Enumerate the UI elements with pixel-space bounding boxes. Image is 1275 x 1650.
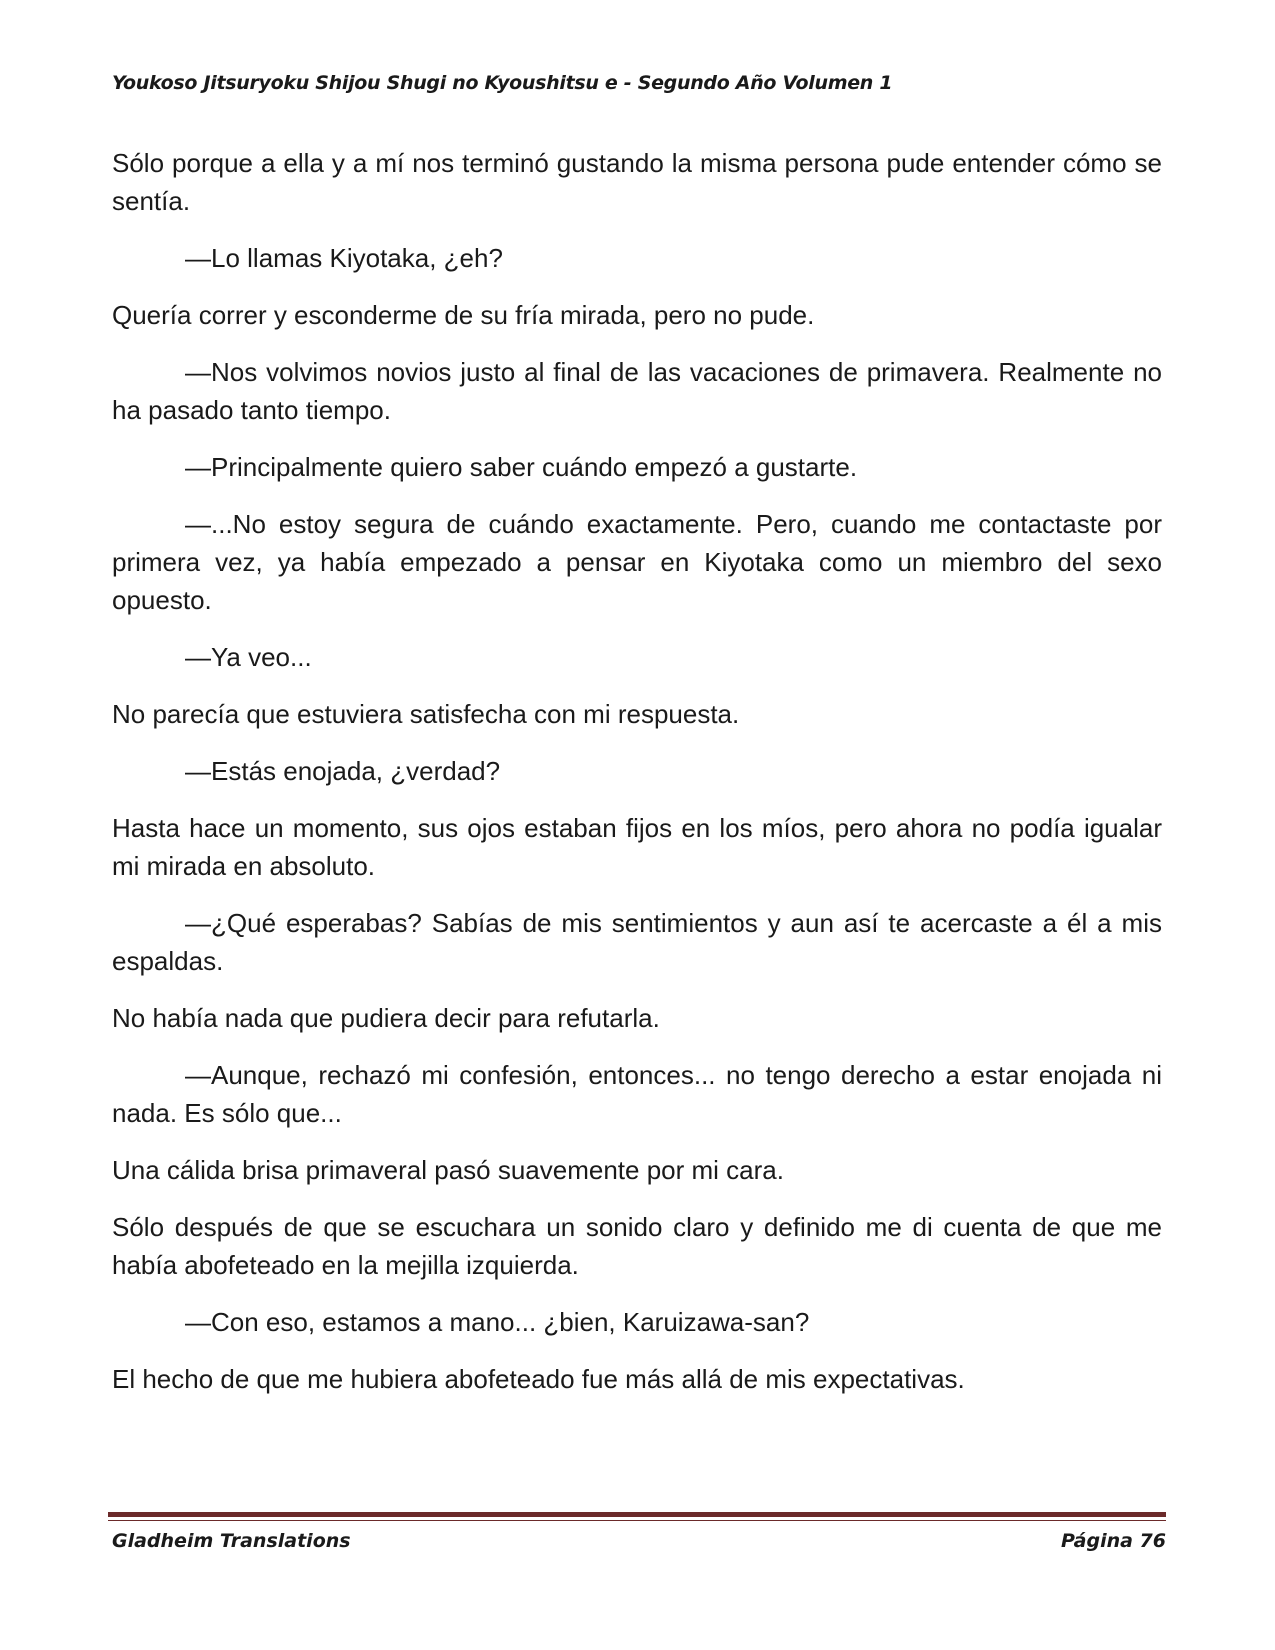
paragraph-7: —Ya veo... xyxy=(185,642,312,672)
page-number: Página 76 xyxy=(1060,1530,1166,1552)
paragraph-12: No había nada que pudiera decir para refutarla. xyxy=(112,1003,660,1033)
paragraph-16: —Con eso, estamos a mano... ¿bien, Karuizawa-san? xyxy=(185,1307,810,1337)
body-text xyxy=(112,144,1162,1417)
paragraph-9: —Estás enojada, ¿verdad? xyxy=(185,756,501,786)
paragraph-2: —Lo llamas Kiyotaka, ¿eh? xyxy=(185,243,503,273)
paragraph-13: —Aunque, rechazó mi confesión, entonces... no tengo derecho a estar enojada ni nada. Es sólo que... xyxy=(112,1060,1162,1128)
paragraph-15: Sólo después de que se escuchara un sonido claro y definido me di cuenta de que me había abofeteado en la mejilla izquierda. xyxy=(112,1212,1162,1280)
paragraph-6: —...No estoy segura de cuándo exactamente. Pero, cuando me contactaste por primera vez, ya había empezado a pensar en Kiyotaka como un miembro del sexo opuesto. xyxy=(112,509,1162,615)
paragraph-14: Una cálida brisa primaveral pasó suavemente por mi cara. xyxy=(112,1155,784,1185)
paragraph-4: —Nos volvimos novios justo al final de las vacaciones de primavera. Realmente no ha pasado tanto tiempo. xyxy=(112,357,1162,425)
paragraph-17: El hecho de que me hubiera abofeteado fue más allá de mis expectativas. xyxy=(112,1364,965,1394)
paragraph-11: —¿Qué esperabas? Sabías de mis sentimientos y aun así te acercaste a él a mis espaldas. xyxy=(112,908,1162,976)
paragraph-10: Hasta hace un momento, sus ojos estaban fijos en los míos, pero ahora no podía igualar mi mirada en absoluto. xyxy=(112,813,1162,881)
paragraph-8: No parecía que estuviera satisfecha con mi respuesta. xyxy=(112,699,740,729)
translator-credit: Gladheim Translations xyxy=(112,1530,351,1552)
running-header: Youkoso Jitsuryoku Shijou Shugi no Kyoushitsu e - Segundo Año Volumen 1 xyxy=(112,72,893,94)
footer-divider-thin xyxy=(108,1520,1166,1521)
paragraph-5: —Principalmente quiero saber cuándo empezó a gustarte. xyxy=(185,452,858,482)
paragraph-3: Quería correr y esconderme de su fría mirada, pero no pude. xyxy=(112,300,815,330)
paragraph-1: Sólo porque a ella y a mí nos terminó gustando la misma persona pude entender cómo se sentía. xyxy=(112,148,1162,216)
footer-divider xyxy=(108,1512,1166,1517)
